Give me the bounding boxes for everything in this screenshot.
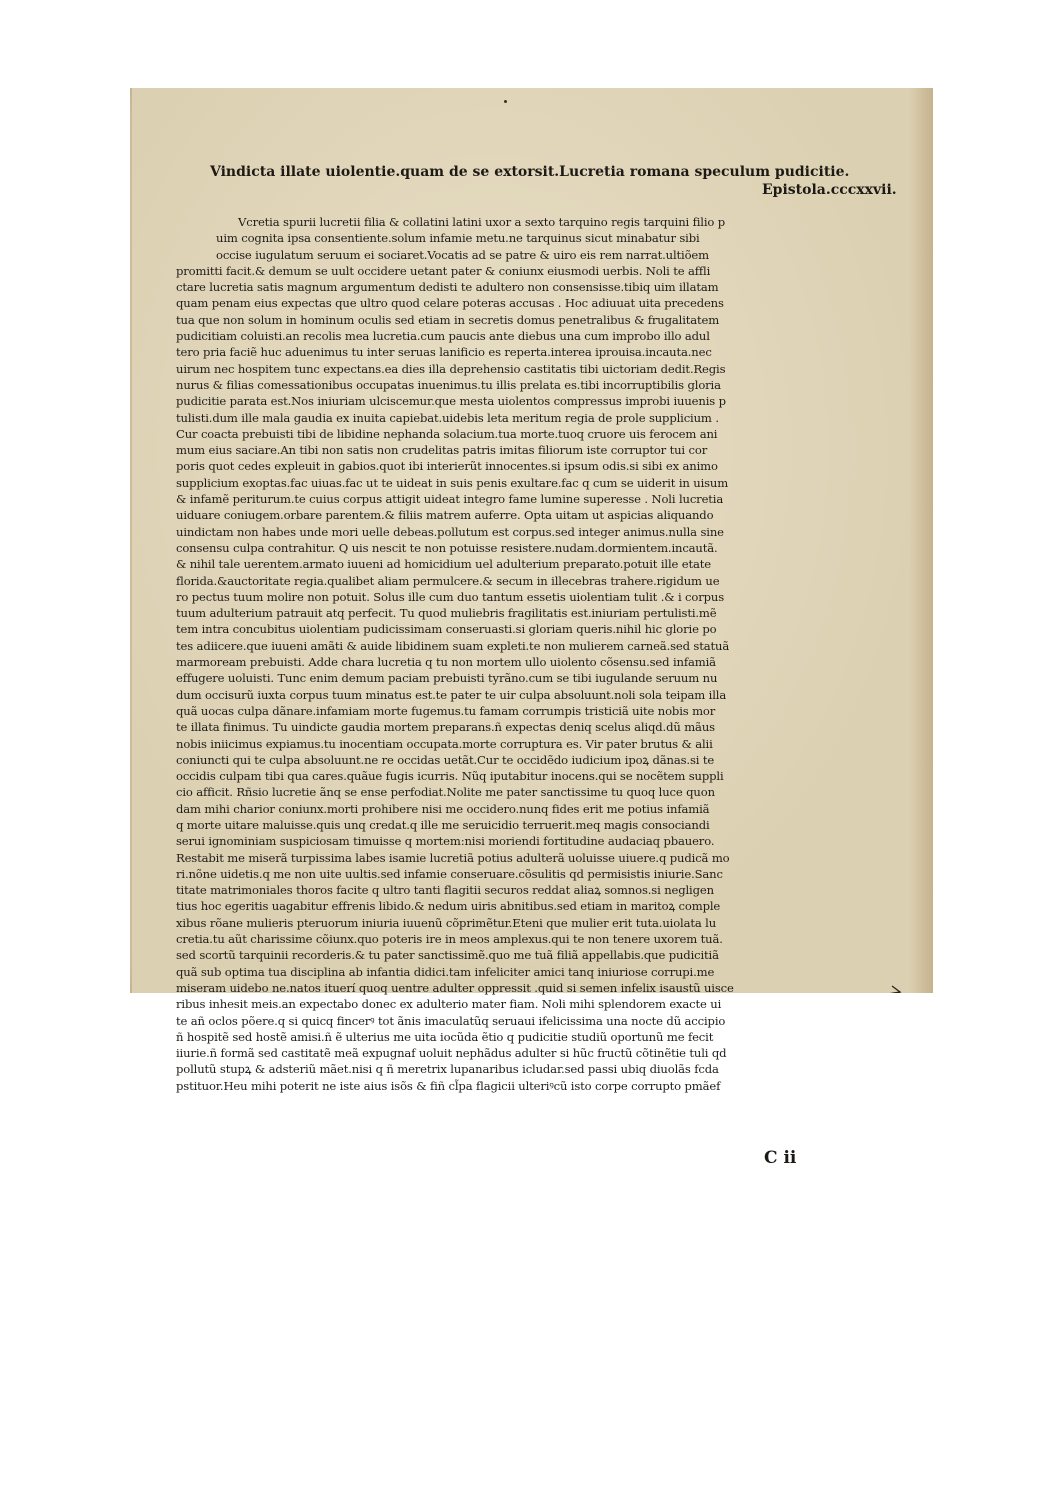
text-line: poris quot cedes expleuit in gabios.quot ibi interierũt innocentes.si ipsum odis.si sibi ex animo (176, 459, 718, 474)
text-line: q morte uitare maluisse.quis unq credat.q ille me seruicidio terruerit.meq magis consociandi (176, 817, 710, 832)
text-line: mum eius saciare.An tibi non satis non crudelitas patris imitas filiorum iste corruptor tui cor (176, 443, 708, 458)
text-line: supplicium exoptas.fac uiuas.fac ut te uideat in suis penis exultare.fac q cum se uiderit in uisum (176, 475, 729, 490)
text-line: dam mihi charior coniunx.morti prohibere nisi me occidero.nunq fides erit me potius infamiã (176, 801, 710, 816)
text-line: serui ignominiam suspiciosam timuisse q mortem:nisi moriendi fortitudine audaciaq pbauero. (176, 834, 715, 849)
text-line: consensu culpa contrahitur. Q uis nescit te non potuisse resistere.nudam.dormientem.incautã. (176, 540, 718, 555)
book-leaf (132, 88, 933, 1168)
text-line: iiurie.ñ formã sed castitatẽ meã expugnaf uoluit nephãdus adulter si hũc fructũ cõtinẽtie tuli qd (176, 1046, 727, 1061)
text-line: tes adiicere.que iuueni amãti & auide libidinem suam expleti.te non mulierem carneã.sed statuã (176, 638, 730, 653)
text-line: te añ oclos põere.q si quicq fincerꝰ tot ãnis imaculatũq seruaui ifelicissima una nocte dũ accipio (176, 1013, 726, 1028)
text-line: tius hoc egeritis uagabitur effrenis libido.& nedum uiris abnitibus.sed etiam in maritoꝝ comple (176, 899, 721, 914)
text-line: & infamẽ periturum.te cuius corpus attigit uideat integro fame lumine superesse . Noli lucretia (176, 492, 724, 507)
chapter-heading: Vindicta illate uiolentie.quam de se extorsit.Lucretia romana speculum pudicitie. (210, 164, 850, 180)
text-line: pudicitiam coluisti.an recolis mea lucretia.cum paucis ante diebus una cum improbo illo adul (176, 329, 710, 344)
text-line: sed scortũ tarquinii recorderis.& tu pater sanctissimẽ.quo me tuã filiã appellabis.que pudicitiã (176, 948, 719, 963)
text-line: miseram uidebo ne.natos ituerí quoq uentre adulter oppressit .quid si semen infelix isaustũ uisce (176, 980, 734, 995)
scanned-page-photo (130, 88, 933, 1168)
text-line: uim cognita ipsa consentiente.solum infamie metu.ne tarquinus sicut minabatur sibi (216, 231, 700, 246)
text-line: pudicitie parata est.Nos iniuriam ulciscemur.que mesta uiolentos compressus improbi iuuenis p (176, 394, 726, 409)
text-line: & nihil tale uerentem.armato iuueni ad homicidium uel adulterium preparato.potuit ille etate (176, 557, 711, 572)
text-line: effugere uoluisti. Tunc enim demum paciam prebuisti tyrãno.cum se tibi iugulande seruum nu (176, 671, 718, 686)
text-line: Vcretia spurii lucretii filia & collatini latini uxor a sexto tarquino regis tarquini filio p (238, 215, 726, 229)
text-line: te illata finimus. Tu uindicte gaudia mortem preparans.ñ expectas deniq scelus aliqd.dũ mãus (176, 720, 715, 735)
text-line: quã uocas culpa dãnare.infamiam morte fugemus.tu famam corrumpis tristiciã uite nobis mor (176, 703, 716, 718)
signature-mark: C ii (764, 1148, 797, 1168)
text-line: quã sub optima tua disciplina ab infantia didici.tam infeliciter amici tanq iniuriose corrupi.me (176, 964, 715, 979)
text-line: pstituor.Heu mihi poterit ne iste aius isõs & fiñ cl̃pa flagicii ulteriꝰcũ isto corpe corrupto pmãef (176, 1078, 721, 1093)
text-line: marmoream prebuisti. Adde chara lucretia q tu non mortem ullo uiolento cõsensu.sed infamiã (176, 655, 716, 670)
text-line: xibus rõane mulieris pteruorum iniuria iuuenũ cõprimẽtur.Eteni que mulier erit tuta.uiolata lu (176, 915, 717, 930)
margin-arrow-right (832, 986, 900, 993)
text-line: Restabit me miserã turpissima labes isamie lucretiã potius adulterã uoluisse uiuere.q pudicã mo (176, 850, 730, 865)
text-line: ri.nõne uidetis.q me non uite uultis.sed infamie conseruare.cõsulitis qd permisistis iniurie.Sanc (176, 866, 723, 881)
text-line: nobis iniicimus expiamus.tu inocentiam occupata.morte corruptura es. Vir pater brutus & alii (176, 736, 713, 751)
text-line: ribus inhesit meis.an expectabo donec ex adulterio mater fiam. Noli mihi splendorem exacte ui (176, 997, 722, 1012)
text-line: uiduare coniugem.orbare parentem.& filiis matrem auferre. Opta uitam ut aspicias aliquando (176, 508, 714, 523)
text-line: dum occisurũ iuxta corpus tuum minatus est.te pater te uir culpa absoluunt.noli sola teipam illa (176, 687, 727, 702)
text-line: occidis culpam tibi qua cares.quãue fugis icurris. Nũq iputabitur inocens.qui se nocẽtem suppli (176, 769, 724, 784)
text-line: cio afficit. Rñsio lucretie ãnq se ense perfodiat.Nolite me pater sanctissime tu quoq luce quon (176, 785, 715, 800)
text-line: ñ hospitẽ sed hostẽ amisi.ñ ẽ ulterius me uita iocũda ẽtio q pudicitie studiũ oportunũ me fecit (176, 1029, 714, 1044)
text-line: ro pectus tuum molire non potuit. Solus ille cum duo tantum essetis uiolentiam tulit .& i corpus (176, 589, 724, 604)
text-line: tero pria faciẽ huc aduenimus tu inter seruas lanificio es reperta.interea iprouisa.incauta.nec (176, 345, 712, 360)
text-line: promitti facit.& demum se uult occidere uetant pater & coniunx eiusmodi uerbis. Noli te affli (176, 263, 711, 278)
text-line: nurus & filias comessationibus occupatas inuenimus.tu illis prelata es.tibi incorruptibilis gloria (176, 377, 721, 392)
text-line: tulisti.dum ille mala gaudia ex inuita capiebat.uidebis leta meritum regia de prole supplicium . (176, 410, 719, 425)
text-line: titate matrimoniales thoros facite q ultro tanti flagitii securos reddat aliaꝝ somnos.si negligen (176, 883, 714, 898)
page-edge-shadow (909, 88, 933, 993)
text-line: cretia.tu aũt charissime cõiunx.quo poteris ire in meos amplexus.qui te non tenere uxorem tuã. (176, 932, 723, 947)
text-line: quam penam eius expectas que ultro quod celare poteras accusas . Hoc adiuuat uita precedens (176, 296, 724, 311)
epistola-number: Epistola.cccxxvii. (762, 182, 897, 198)
text-line: tua que non solum in hominum oculis sed etiam in secretis domus penetralibus & frugalitatem (176, 312, 720, 327)
text-line: occise iugulatum seruum ei sociaret.Vocatis ad se patre & uiro eis rem narrat.ultiõem (216, 247, 709, 262)
text-line: Cur coacta prebuisti tibi de libidine nephanda solacium.tua morte.tuoq cruore uis ferocem ani (176, 426, 718, 441)
text-line: tuum adulterium patrauit atq perfecit. Tu quod muliebris fragilitatis est.iniuriam pertulisti.mẽ (176, 606, 717, 621)
text-block (176, 214, 812, 1094)
text-line: ctare lucretia satis magnum argumentum dedisti te adultero non consensisse.tibiq uim illatam (176, 280, 719, 295)
text-line: tem intra concubitus uiolentiam pudicissimam conseruasti.si gloriam queris.nihil hic glorie po (176, 622, 717, 637)
text-line: coniuncti qui te culpa absoluunt.ne re occidas uetãt.Cur te occidẽdo iudicium ipoꝝ dãnas.si te (176, 752, 715, 767)
text-line: pollutũ stupꝝ & adsteriũ mãet.nisi q ñ meretrix lupanaribus icludar.sed passi ubiq diuolãs fcda (176, 1062, 719, 1077)
text-line: florida.&auctoritate regia.qualibet aliam permulcere.& secum in illecebras trahere.rigidum ue (176, 573, 720, 588)
text-line: uirum nec hospitem tunc expectans.ea dies illa deprehensio castitatis tibi uictoriam dedit.Regis (176, 361, 726, 376)
ink-speck (504, 100, 507, 103)
text-line: uindictam non habes unde mori uelle debeas.pollutum est corpus.sed integer animus.nulla sine (176, 524, 724, 539)
